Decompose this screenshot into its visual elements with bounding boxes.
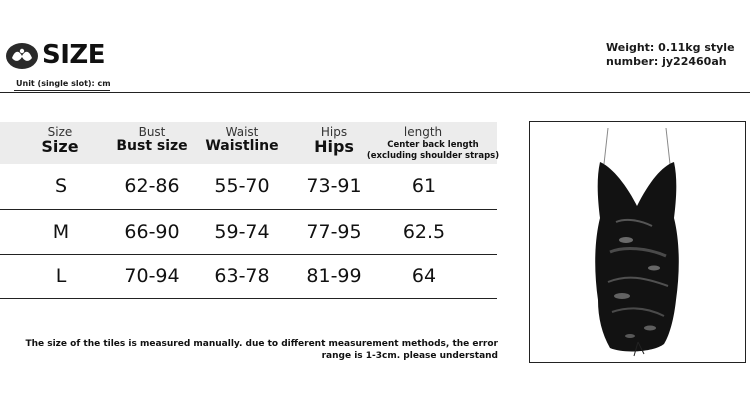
cell-size: L <box>55 265 67 287</box>
cell-size: M <box>52 221 70 243</box>
column-header-hips-en: Hips <box>320 125 348 139</box>
top-divider <box>0 92 750 93</box>
column-header-bust-en: Bust <box>138 125 166 139</box>
cell-length: 62.5 <box>402 221 446 243</box>
page-title: SIZE <box>42 40 106 70</box>
row-divider <box>0 298 497 299</box>
cell-size: S <box>54 175 68 197</box>
brand-logo-icon <box>5 42 39 70</box>
product-image <box>529 121 746 363</box>
cell-waist: 55-70 <box>214 175 270 197</box>
cell-bust: 66-90 <box>124 221 180 243</box>
dress-illustration <box>530 122 745 362</box>
cell-length: 64 <box>411 265 437 287</box>
cell-bust: 70-94 <box>124 265 180 287</box>
column-header-size-label: Size <box>41 137 79 156</box>
column-header-waist-label: Waistline <box>205 138 279 154</box>
unit-underline <box>14 90 110 91</box>
cell-waist: 59-74 <box>214 221 270 243</box>
table-row-l <box>0 254 497 299</box>
column-header-length-note <box>365 140 501 162</box>
column-header-size-en: Size <box>47 125 73 139</box>
measurement-footnote: The size of the tiles is measured manually. due to different measurement methods, the error range is 1-3cm. please understand <box>25 339 498 361</box>
column-header-waist <box>200 126 284 154</box>
cell-hips: 81-99 <box>306 265 362 287</box>
unit-label: Unit (single slot): cm <box>16 79 111 88</box>
table-row-m <box>0 210 497 255</box>
column-header-size <box>36 126 84 154</box>
column-header-length-en: length <box>403 125 443 139</box>
column-header-length-label: Center back length <box>387 140 479 150</box>
column-header-hips-label: Hips <box>314 137 354 156</box>
cell-bust: 62-86 <box>124 175 180 197</box>
column-header-bust <box>112 126 192 154</box>
cell-waist: 63-78 <box>214 265 270 287</box>
cell-hips: 73-91 <box>306 175 362 197</box>
column-header-bust-label: Bust size <box>116 138 188 154</box>
column-header-waist-en: Waist <box>225 125 259 139</box>
column-header-length <box>388 126 458 139</box>
cell-hips: 77-95 <box>306 221 362 243</box>
table-row-s <box>0 164 497 209</box>
column-header-hips <box>302 126 366 154</box>
cell-length: 61 <box>411 175 437 197</box>
weight-style-label: Weight: 0.11kg style number: jy22460ah <box>606 41 735 68</box>
length-note: (excluding shoulder straps) <box>366 151 500 161</box>
